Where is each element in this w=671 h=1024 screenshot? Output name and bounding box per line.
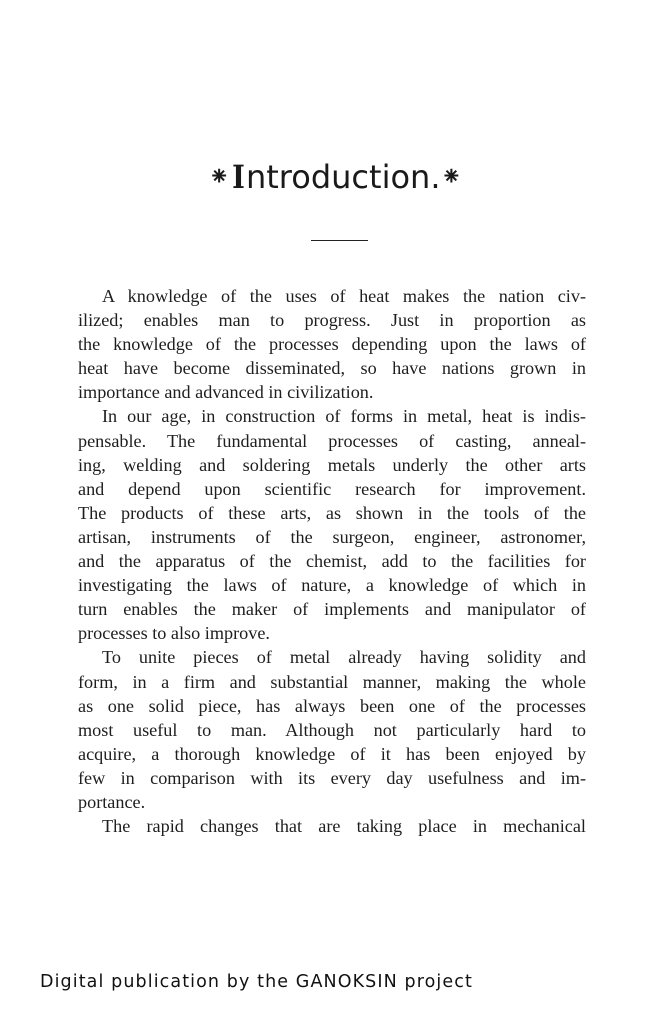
- text-line: The rapid changes that are taking place in mechanical: [102, 816, 586, 837]
- title-divider: [311, 240, 368, 241]
- text-line: the knowledge of the processes depending upon the laws of: [78, 334, 586, 355]
- text-line: acquire, a thorough knowledge of it has been enjoyed by: [78, 743, 586, 764]
- text-line: The products of these arts, as shown in the tools of the: [78, 502, 586, 523]
- text-line: heat have become disseminated, so have nations grown in: [78, 358, 586, 379]
- text-line: In our age, in construction of forms in metal, heat is indis-: [102, 406, 586, 427]
- asterism-right-icon: ⁕: [440, 162, 463, 192]
- title-text: ntroduction.: [245, 158, 441, 196]
- chapter-title: [0, 158, 671, 196]
- text-line: and depend upon scientific research for improvement.: [78, 478, 586, 499]
- text-line: pensable. The fundamental processes of casting, anneal-: [78, 430, 586, 451]
- asterism-left-icon: ⁕: [208, 162, 231, 192]
- text-line: and the apparatus of the chemist, add to the facilities for: [78, 551, 586, 572]
- text-line: portance.: [78, 791, 146, 812]
- text-line: processes to also improve.: [78, 623, 270, 644]
- publication-footer: Digital publication by the GANOKSIN project: [40, 972, 473, 992]
- text-line: ing, welding and soldering metals underly the other arts: [78, 454, 586, 475]
- text-line: A knowledge of the uses of heat makes the nation civ-: [102, 286, 586, 306]
- text-line: few in comparison with its every day usefulness and im-: [78, 767, 586, 788]
- text-line: investigating the laws of nature, a knowledge of which in: [78, 575, 586, 596]
- title-initial: I: [231, 158, 245, 196]
- text-line: importance and advanced in civilization.: [78, 382, 374, 403]
- body-text: [78, 284, 586, 838]
- text-line: ilized; enables man to progress. Just in proportion as: [78, 310, 586, 331]
- text-line: artisan, instruments of the surgeon, engineer, astronomer,: [78, 526, 586, 547]
- text-line: To unite pieces of metal already having solidity and: [102, 647, 586, 668]
- text-line: turn enables the maker of implements and manipulator of: [78, 599, 586, 620]
- text-line: form, in a firm and substantial manner, making the whole: [78, 671, 586, 692]
- text-line: as one solid piece, has always been one of the processes: [78, 695, 586, 716]
- text-line: most useful to man. Although not particularly hard to: [78, 719, 586, 740]
